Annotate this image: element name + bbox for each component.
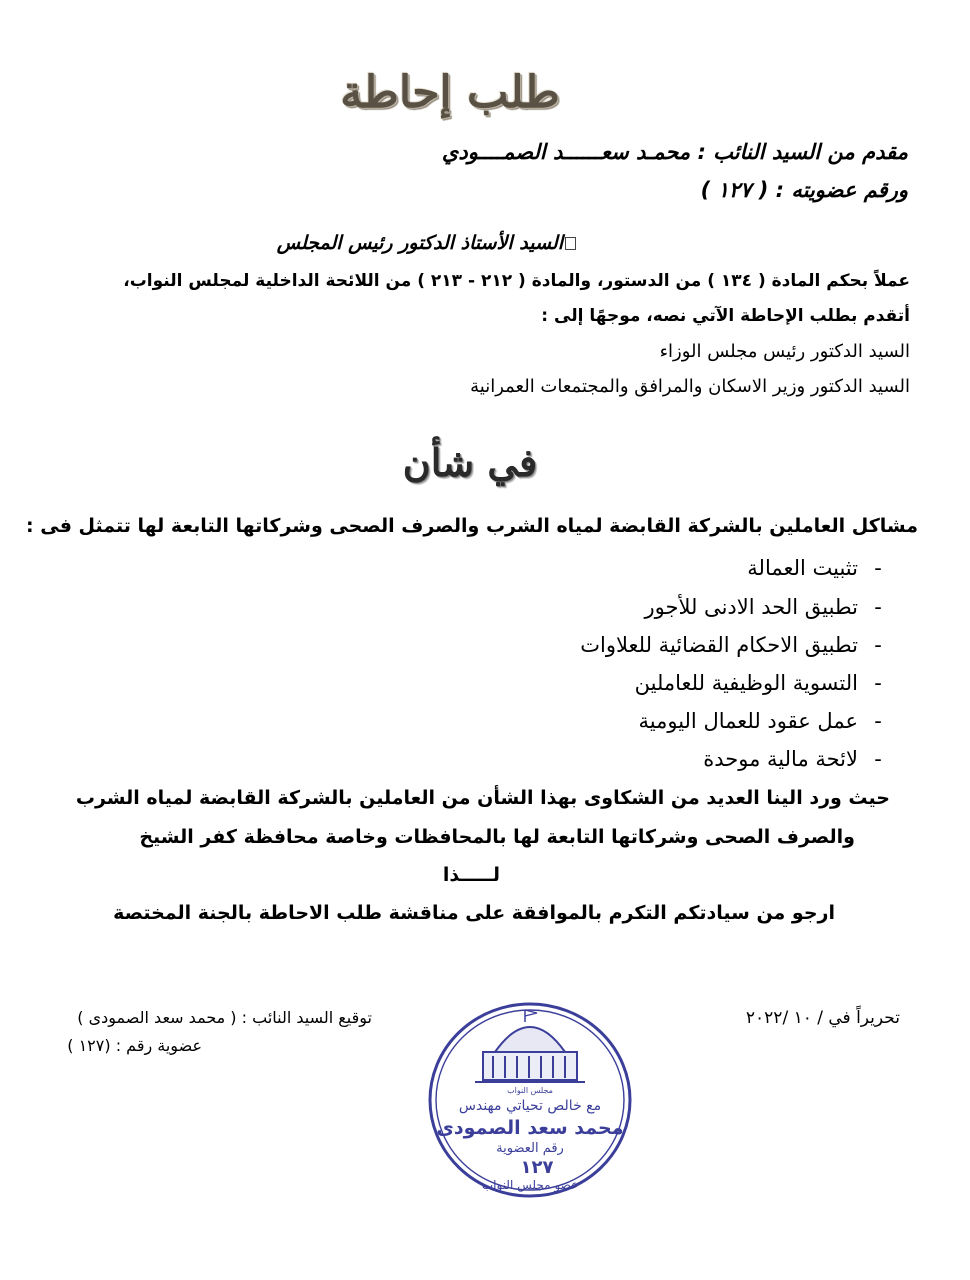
list-item-text: لائحة مالية موحدة [703,747,858,771]
submitted-by: مقدم من السيد النائب : محمـد سعــــــد الصمــــودي [441,140,908,164]
subject-heading: في شأن [402,440,538,485]
document-title: طلب إحاطة [340,67,560,118]
item-marker: - [874,556,882,580]
recipient-2: السيد الدكتور وزير الاسكان والمرافق والمجتمعات العمرانية [470,376,910,397]
signature: توقيع السيد النائب : ( محمد سعد الصمودى ) [77,1008,372,1027]
item-marker: - [874,709,882,733]
stamp-line-3: رقم العضوية [496,1141,564,1156]
stamp-graphic [425,1000,635,1200]
item-marker: - [874,595,882,619]
official-stamp [425,1000,635,1200]
signature-membership: عضوية رقم : (١٢٧ ) [67,1036,202,1055]
subject-line: مشاكل العاملين بالشركة القابضة لمياه الشرب والصرف الصحى وشركاتها التابعة لها تتمثل فى : [26,515,918,537]
list-item [635,671,898,695]
checkbox-icon [565,237,576,250]
membership-number: ورقم عضويته : ( ١٢٧ ) [700,178,908,202]
list-item [644,595,898,619]
body-line-1: حيث ورد الينا العديد من الشكاوى بهذا الشأن من العاملين بالشركة القابضة لمياه الشرب [75,787,890,809]
intro-line-2: أتقدم بطلب الإحاطة الآتي نصه، موجهًا إلى : [541,306,910,326]
list-item-text: التسوية الوظيفية للعاملين [634,671,858,695]
list-item-text: تطبيق الحد الادنى للأجور [644,595,858,619]
intro-line-1: عملاً بحكم المادة ( ١٣٤ ) من الدستور، والمادة ( ٢١٢ - ٢١٣ ) من اللائحة الداخلية لمجلس النواب، [123,271,910,291]
list-item [580,633,898,657]
list-item [747,556,898,580]
addressee [277,232,576,254]
addressee-text: السيد الأستاذ الدكتور رئيس المجلس [276,232,563,254]
body-line-2: والصرف الصحى وشركاتها التابعة لها بالمحافظات وخاصة محافظة كفر الشيخ [139,826,855,848]
list-item-text: عمل عقود للعمال اليومية [638,709,858,733]
list-item [639,709,899,733]
list-item-text: تثبيت العمالة [747,556,858,580]
item-marker: - [874,747,882,771]
item-marker: - [874,633,882,657]
list-item [703,747,898,771]
stamp-line-5: عضو مجلس النواب [481,1178,579,1192]
date: تحريراً في / ١٠ /٢٠٢٢ [745,1008,900,1028]
request-line: ارجو من سيادتكم التكرم بالموافقة على مناقشة طلب الاحاطة بالجنة المختصة [113,902,835,924]
item-marker: - [874,671,882,695]
stamp-line-2: محمد سعد الصمودى [436,1117,624,1139]
stamp-building-label: مجلس النواب [507,1086,553,1095]
stamp-line-1: مع خالص تحياتي مهندس [458,1098,602,1114]
therefore: لـــــذا [442,864,500,886]
stamp-line-4: ١٢٧ [520,1157,554,1178]
list-item-text: تطبيق الاحكام القضائية للعلاوات [580,633,858,657]
recipient-1: السيد الدكتور رئيس مجلس الوزاء [659,341,910,362]
